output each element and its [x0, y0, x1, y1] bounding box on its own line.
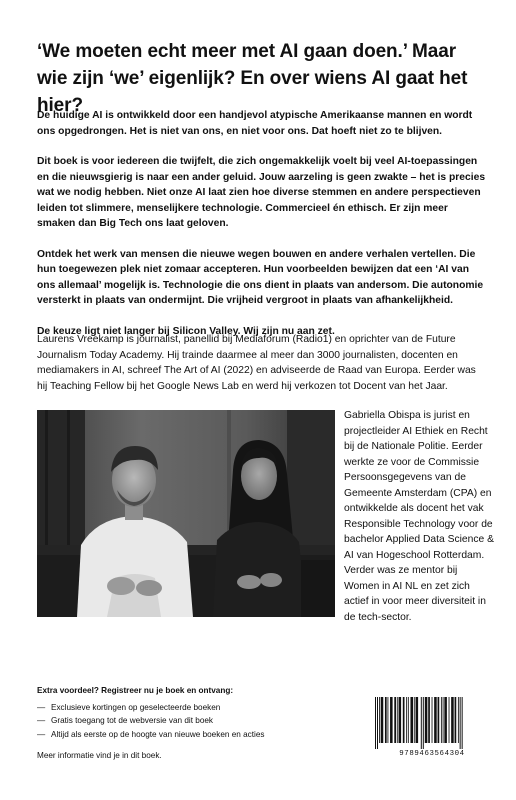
promo-list-item	[37, 701, 337, 715]
barcode-bar	[414, 697, 415, 743]
barcode-bar	[375, 697, 376, 749]
barcode-bar	[423, 697, 424, 749]
blurb-paragraph-4: De keuze ligt niet langer bij Silicon Valley. Wij zijn nu aan zet.	[37, 325, 335, 337]
promo-list-item	[37, 728, 337, 742]
barcode-bar	[403, 697, 405, 743]
barcode-bar	[443, 697, 444, 743]
barcode-bar	[421, 697, 422, 749]
dash-bullet: —	[37, 716, 46, 725]
isbn-barcode	[371, 697, 493, 759]
barcode-bar	[385, 697, 387, 743]
promo-item-text: Gratis toegang tot de webversie van dit boek	[51, 716, 214, 725]
barcode-bar	[406, 697, 407, 743]
promo-title: Extra voordeel? Registreer nu je boek en ontvang:	[37, 686, 234, 695]
barcode-bar	[416, 697, 419, 743]
promo-list	[37, 701, 337, 742]
barcode-bar	[458, 697, 459, 743]
barcode-bar	[451, 697, 454, 743]
author-bio-laurens: Laurens Vreekamp is journalist, panellid bij Mediaforum (Radio1) en oprichter van de Future Journalism Today Academy. Hij trainde daarmee al meer dan 3000 journalisten, docenten en mediamakers in AI, schreef The Art of AI (2022) en adviseerde de Raad van Europa. Eerder was hij Teaching Fellow bij het Google News Lab en werd hij verkozen tot Docent van het Jaar.	[37, 334, 476, 392]
registration-promo	[37, 684, 337, 771]
barcode-bar	[432, 697, 433, 743]
isbn-number: 9789463564304	[399, 750, 465, 758]
barcode-bar	[390, 697, 393, 743]
barcode-bar	[394, 697, 396, 743]
blurb	[37, 108, 487, 354]
promo-item-text: Exclusieve kortingen op geselecteerde boeken	[51, 702, 221, 712]
barcode-bar	[399, 697, 402, 743]
barcode-bars	[371, 697, 493, 749]
blurb-paragraph-2: Dit boek is voor iedereen die twijfelt, die zich ongemakkelijk voelt bij veel AI-toepassingen en die nieuwsgierig is naar een ander geluid. Jouw aarzeling is geen zwakte – het is precies wat we nodig hebben. Niet onze AI laat zien hoe diverse stemmen en andere perspectieven leiden tot slimmere, menselijkere technologie. Commercieel én ethisch. Er zijn meer smaken dan Big Tech ons laat geloven.	[37, 156, 486, 229]
dash-bullet: —	[37, 702, 46, 712]
blurb-paragraph-1: De huidige AI is ontwikkeld door een handjevol atypische Amerikaanse mannen en wordt ons opgedrongen. Het is niet van ons, en niet voor ons. Dat hoeft niet zo te blijven.	[37, 110, 473, 137]
author-bio-gabriella: Gabriella Obispa is jurist en projectleider AI Ethiek en Recht bij de Nationale Politie. Eerder werkte ze voor de Commissie Persoonsgegevens van de Gemeente Amsterdam (CPA) en ontwikkelde als docent het vak Responsible Technology voor de bachelor Applied Data Science & AI van Hogeschool Rotterdam. Verder was ze mentor bij Women in AI NL en zet zich actief in voor meer diversiteit in de tech-sector.	[344, 410, 494, 623]
promo-list-item	[37, 714, 337, 728]
barcode-bar	[441, 697, 442, 743]
barcode-bar	[438, 697, 440, 743]
barcode-bar	[397, 697, 398, 743]
barcode-bar	[425, 697, 428, 743]
blurb-paragraph-3: Ontdek het werk van mensen die nieuwe wegen bouwen en andere verhalen vertellen. Die hun toegewezen plek niet zomaar accepteren. Hun voorbeelden bewijzen dat een ‘AI van ons allemaal’ mogelijk is. Technologie die ons dient in plaats van andersom. Die autonomie versterkt in plaats van ondermijnt. Die vrijheid vergroot in plaats van afhankelijkheid.	[37, 248, 484, 306]
barcode-bar	[460, 697, 461, 749]
barcode-bar	[434, 697, 437, 743]
barcode-bar	[428, 697, 430, 743]
promo-item-text: Altijd als eerste op de hoogte van nieuwe boeken en acties	[51, 729, 265, 739]
barcode-bar	[408, 697, 409, 743]
barcode-bar	[449, 697, 450, 743]
barcode-bar	[377, 697, 378, 749]
barcode-bar	[410, 697, 413, 743]
barcode-bar	[388, 697, 389, 743]
back-cover-headline: ‘We moeten echt meer met AI gaan doen.’ Maar wie zijn ‘we’ eigenlijk? En over wiens AI gaat het hier?	[37, 41, 468, 116]
barcode-bar	[462, 697, 463, 749]
promo-footer: Meer informatie vind je in dit boek.	[37, 751, 162, 760]
barcode-bar	[379, 697, 380, 743]
author-portrait-photo	[37, 410, 335, 617]
barcode-bar	[455, 697, 457, 743]
dash-bullet: —	[37, 729, 46, 739]
barcode-bar	[381, 697, 384, 743]
barcode-bar	[444, 697, 447, 743]
